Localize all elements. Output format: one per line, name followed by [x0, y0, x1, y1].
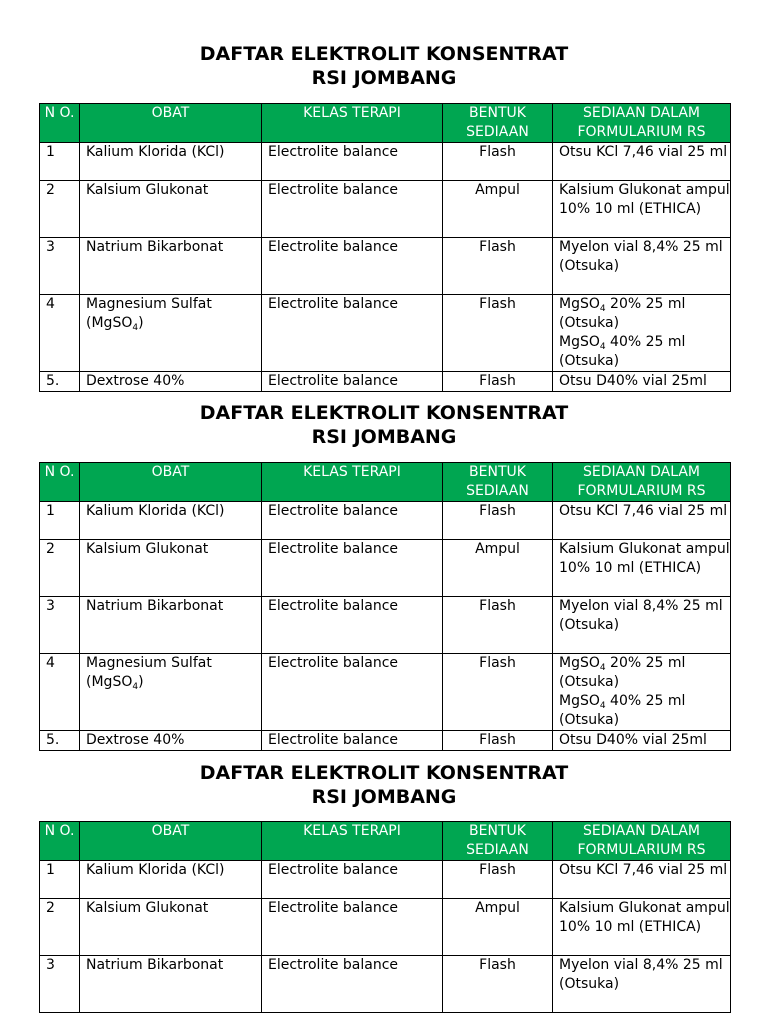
page-title	[0, 42, 768, 90]
cell-kelas: Electrolite balance	[262, 143, 443, 181]
cell-no: 1	[40, 861, 80, 899]
cell-no: 2	[40, 540, 80, 597]
cell-bentuk: Flash	[443, 372, 553, 392]
cell-obat: Kalium Klorida (KCl)	[80, 861, 262, 899]
header-no: N O.	[40, 104, 80, 143]
cell-no: 2	[40, 181, 80, 238]
cell-sediaan: MgSO$_4$ 20% 25 ml (Otsuka) MgSO$_4$ 40% 25 ml (Otsuka)	[553, 654, 731, 731]
cell-sediaan: Kalsium Glukonat ampul 10% 10 ml (ETHICA)	[553, 540, 731, 597]
table-row	[40, 956, 731, 1013]
cell-no: 3	[40, 597, 80, 654]
title-line-1: DAFTAR ELEKTROLIT KONSENTRAT	[199, 762, 569, 784]
cell-no: 5.	[40, 731, 80, 751]
cell-kelas: Electrolite balance	[262, 597, 443, 654]
cell-obat: Dextrose 40%	[80, 731, 262, 751]
cell-kelas: Electrolite balance	[262, 295, 443, 372]
cell-kelas: Electrolite balance	[262, 654, 443, 731]
cell-sediaan: Kalsium Glukonat ampul 10% 10 ml (ETHICA)	[553, 181, 731, 238]
cell-sediaan: Otsu D40% vial 25ml	[553, 372, 731, 392]
cell-bentuk: Flash	[443, 956, 553, 1013]
table-row	[40, 372, 731, 392]
cell-kelas: Electrolite balance	[262, 540, 443, 597]
header-sediaan-formularium: SEDIAAN DALAM FORMULARIUM RS	[553, 463, 731, 502]
cell-obat: Kalium Klorida (KCl)	[80, 502, 262, 540]
header-no: N O.	[40, 463, 80, 502]
cell-no: 2	[40, 899, 80, 956]
cell-bentuk: Flash	[443, 143, 553, 181]
cell-sediaan: Kalsium Glukonat ampul 10% 10 ml (ETHICA)	[553, 899, 731, 956]
cell-bentuk: Flash	[443, 731, 553, 751]
title-line-2: RSI JOMBANG	[311, 786, 457, 808]
cell-kelas: Electrolite balance	[262, 181, 443, 238]
cell-no: 3	[40, 956, 80, 1013]
cell-no: 1	[40, 143, 80, 181]
cell-obat: Magnesium Sulfat (MgSO$_4$)	[80, 295, 262, 372]
header-obat: OBAT	[80, 822, 262, 861]
title-line-1: DAFTAR ELEKTROLIT KONSENTRAT	[199, 402, 569, 424]
cell-kelas: Electrolite balance	[262, 956, 443, 1013]
header-bentuk-sediaan: BENTUK SEDIAAN	[443, 822, 553, 861]
cell-obat: Natrium Bikarbonat	[80, 597, 262, 654]
cell-sediaan: Otsu KCl 7,46 vial 25 ml	[553, 502, 731, 540]
cell-bentuk: Flash	[443, 502, 553, 540]
header-sediaan-formularium: SEDIAAN DALAM FORMULARIUM RS	[553, 104, 731, 143]
cell-bentuk: Flash	[443, 861, 553, 899]
cell-sediaan: Myelon vial 8,4% 25 ml (Otsuka)	[553, 956, 731, 1013]
cell-sediaan: Myelon vial 8,4% 25 ml (Otsuka)	[553, 238, 731, 295]
cell-obat: Kalsium Glukonat	[80, 181, 262, 238]
cell-obat: Natrium Bikarbonat	[80, 238, 262, 295]
cell-no: 4	[40, 654, 80, 731]
cell-obat: Kalium Klorida (KCl)	[80, 143, 262, 181]
cell-no: 5.	[40, 372, 80, 392]
header-kelas-terapi: KELAS TERAPI	[262, 463, 443, 502]
cell-sediaan: Otsu KCl 7,46 vial 25 ml	[553, 143, 731, 181]
electrolyte-table	[39, 103, 731, 392]
cell-kelas: Electrolite balance	[262, 731, 443, 751]
table-row	[40, 502, 731, 540]
title-line-2: RSI JOMBANG	[311, 67, 457, 89]
cell-kelas: Electrolite balance	[262, 372, 443, 392]
cell-obat: Magnesium Sulfat (MgSO$_4$)	[80, 654, 262, 731]
cell-kelas: Electrolite balance	[262, 861, 443, 899]
cell-sediaan: MgSO$_4$ 20% 25 ml (Otsuka) MgSO$_4$ 40% 25 ml (Otsuka)	[553, 295, 731, 372]
table-row	[40, 181, 731, 238]
cell-bentuk: Flash	[443, 597, 553, 654]
cell-sediaan: Myelon vial 8,4% 25 ml (Otsuka)	[553, 597, 731, 654]
title-line-2: RSI JOMBANG	[311, 426, 457, 448]
table-row	[40, 143, 731, 181]
title-line-1: DAFTAR ELEKTROLIT KONSENTRAT	[199, 43, 569, 65]
header-kelas-terapi: KELAS TERAPI	[262, 822, 443, 861]
cell-no: 3	[40, 238, 80, 295]
header-no: N O.	[40, 822, 80, 861]
cell-no: 4	[40, 295, 80, 372]
cell-obat: Natrium Bikarbonat	[80, 956, 262, 1013]
table-row	[40, 295, 731, 372]
header-kelas-terapi: KELAS TERAPI	[262, 104, 443, 143]
table-row	[40, 861, 731, 899]
cell-obat: Kalsium Glukonat	[80, 540, 262, 597]
header-obat: OBAT	[80, 104, 262, 143]
cell-sediaan: Otsu KCl 7,46 vial 25 ml	[553, 861, 731, 899]
page-title	[0, 761, 768, 809]
cell-obat: Kalsium Glukonat	[80, 899, 262, 956]
table-row	[40, 654, 731, 731]
cell-no: 1	[40, 502, 80, 540]
header-bentuk-sediaan: BENTUK SEDIAAN	[443, 463, 553, 502]
header-obat: OBAT	[80, 463, 262, 502]
page-title	[0, 401, 768, 449]
cell-obat: Dextrose 40%	[80, 372, 262, 392]
cell-kelas: Electrolite balance	[262, 899, 443, 956]
table-row	[40, 899, 731, 956]
electrolyte-table	[39, 462, 731, 751]
cell-bentuk: Ampul	[443, 540, 553, 597]
cell-bentuk: Flash	[443, 654, 553, 731]
cell-kelas: Electrolite balance	[262, 502, 443, 540]
table-row	[40, 238, 731, 295]
cell-sediaan: Otsu D40% vial 25ml	[553, 731, 731, 751]
table-row	[40, 540, 731, 597]
header-bentuk-sediaan: BENTUK SEDIAAN	[443, 104, 553, 143]
electrolyte-table	[39, 821, 731, 1013]
header-sediaan-formularium: SEDIAAN DALAM FORMULARIUM RS	[553, 822, 731, 861]
cell-bentuk: Flash	[443, 295, 553, 372]
cell-bentuk: Flash	[443, 238, 553, 295]
cell-bentuk: Ampul	[443, 181, 553, 238]
table-row	[40, 731, 731, 751]
cell-kelas: Electrolite balance	[262, 238, 443, 295]
cell-bentuk: Ampul	[443, 899, 553, 956]
table-row	[40, 597, 731, 654]
